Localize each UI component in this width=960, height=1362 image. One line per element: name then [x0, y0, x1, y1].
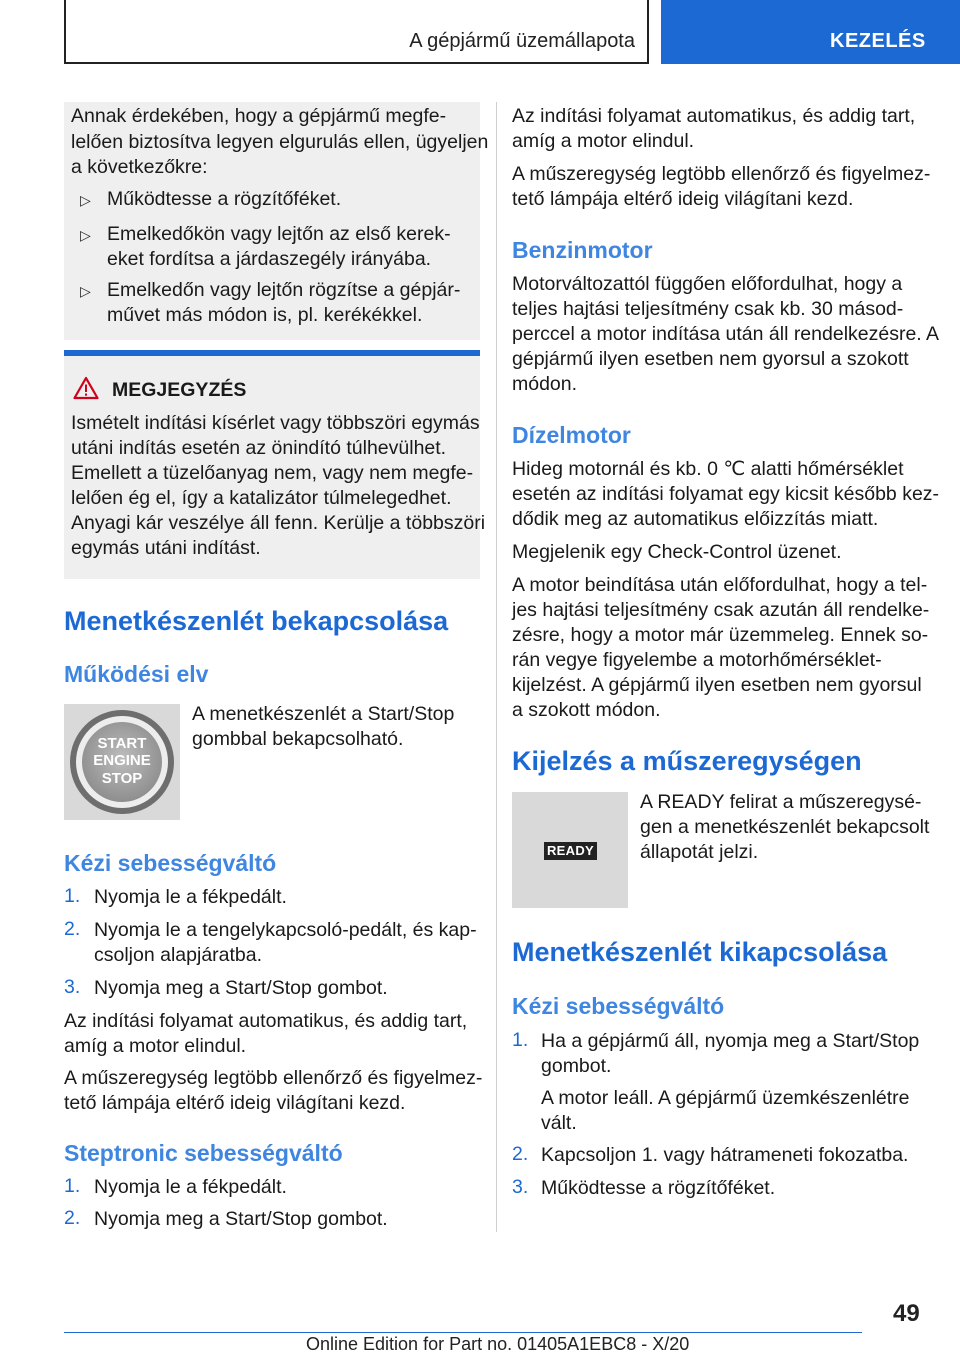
right-top-1-2: amíg a motor elindul.	[512, 130, 695, 152]
petrol-line-4: gépjármű ilyen esetben nem gyorsul a szokott	[512, 348, 909, 370]
principle-heading: Működési elv	[64, 661, 209, 687]
manual-off-heading: Kézi sebességváltó	[512, 993, 725, 1019]
petrol-line-1: Motorváltozattól függően előfordulhat, hogy a	[512, 273, 903, 295]
warning-icon	[73, 376, 99, 400]
steptronic-step-1-text: Nyomja le a fékpedált.	[94, 1176, 287, 1198]
diesel-p1-1: Hideg motornál és kb. 0 ℃ alatti hőmérséklet	[512, 458, 904, 480]
manual-after-1-1: Az indítási folyamat automatikus, és addig tart,	[64, 1010, 468, 1032]
intro-line-3: a következőkre:	[71, 156, 208, 178]
steptronic-step-1-number: 1.	[64, 1175, 81, 1197]
bullet-3-line-1: Emelkedőn vagy lejtőn rögzítse a gépjár-	[107, 279, 461, 301]
diesel-p1-3: dődik meg az automatikus előizzítás miatt.	[512, 508, 879, 530]
ready-badge: READY	[544, 842, 597, 860]
off-step-1-result-2: vált.	[541, 1112, 577, 1134]
steptronic-heading: Steptronic sebességváltó	[64, 1140, 343, 1166]
bullet-triangle-icon: ▷	[80, 192, 91, 208]
diesel-p3-3: zésre, hogy a motor már üzemmeleg. Ennek so-	[512, 624, 929, 646]
note-line-3: Emellett a tüzelőanyag nem, vagy nem megfe-	[71, 462, 474, 484]
header-section-box	[64, 0, 649, 64]
bullet-1-line-1: Működtesse a rögzítőféket.	[107, 188, 342, 210]
button-label-start: START	[97, 735, 147, 752]
principle-line-2: gombbal bekapcsolható.	[192, 728, 404, 750]
right-top-2-1: A műszeregység legtöbb ellenőrző és figyelmez-	[512, 163, 931, 185]
manual-step-2-number: 2.	[64, 918, 81, 940]
bullet-2-line-1: Emelkedőkön vagy lejtőn az első kerek-	[107, 223, 451, 245]
footer-rule	[64, 1332, 862, 1333]
diesel-p3-6: a szokott módon.	[512, 699, 661, 721]
off-step-1-number: 1.	[512, 1029, 529, 1051]
right-top-2-2: tető lámpája eltérő ideig világítani kezd.	[512, 188, 854, 210]
diesel-p3-2: jes hajtási teljesítmény csak azután áll rendelke-	[512, 599, 930, 621]
manual-after-2-2: tető lámpája eltérő ideig világítani kezd.	[64, 1092, 406, 1114]
display-line-2: gen a menetkészenlét bekapcsolt	[640, 816, 930, 838]
footer-edition: Online Edition for Part no. 01405A1EBC8 - X/20	[306, 1334, 690, 1354]
petrol-line-3: perccel a motor indítása után áll rendelkezésre. A	[512, 323, 940, 345]
intro-line-1: Annak érdekében, hogy a gépjármű megfe-	[71, 105, 447, 127]
diesel-p3-5: kijelzést. A gépjármű ilyen esetben nem gyorsul	[512, 674, 922, 696]
off-step-3-text: Működtesse a rögzítőféket.	[541, 1177, 776, 1199]
button-label-stop: STOP	[101, 770, 143, 787]
off-step-2-text: Kapcsoljon 1. vagy hátrameneti fokozatba.	[541, 1144, 909, 1166]
manual-step-3-number: 3.	[64, 976, 81, 998]
petrol-line-2: teljes hajtási teljesítmény csak kb. 30 másod-	[512, 298, 904, 320]
steptronic-step-2-text: Nyomja meg a Start/Stop gombot.	[94, 1208, 388, 1230]
off-step-2-number: 2.	[512, 1143, 529, 1165]
section-heading-on: Menetkészenlét bekapcsolása	[64, 606, 449, 636]
manual-after-1-2: amíg a motor elindul.	[64, 1035, 247, 1057]
start-stop-button-image	[64, 704, 180, 820]
diesel-p3-4: rán vegye figyelembe a motorhőmérséklet-	[512, 649, 882, 671]
note-line-1: Ismételt indítási kísérlet vagy többszöri egymás	[71, 412, 480, 434]
display-line-3: állapotát jelzi.	[640, 841, 759, 863]
header-section-title: A gépjármű üzemállapota	[409, 30, 635, 52]
display-heading: Kijelzés a műszeregységen	[512, 746, 862, 776]
intro-line-2: lelően biztosítva legyen elgurulás ellen, ügyeljen	[71, 131, 489, 153]
ready-display-image	[512, 792, 628, 908]
note-line-5: Anyagi kár veszélye áll fenn. Kerülje a többszöri	[71, 512, 486, 534]
off-step-1-result-1: A motor leáll. A gépjármű üzemkészenlétre	[541, 1087, 910, 1109]
bullet-3-line-2: művet más módon is, pl. kerékékkel.	[107, 304, 423, 326]
manual-step-2-text-1: Nyomja le a tengelykapcsoló-pedált, és kap-	[94, 919, 477, 941]
petrol-line-5: módon.	[512, 373, 578, 395]
page-number: 49	[893, 1300, 920, 1327]
off-step-3-number: 3.	[512, 1176, 529, 1198]
button-label-engine: ENGINE	[93, 752, 151, 769]
display-line-1: A READY felirat a műszeregysé-	[640, 791, 922, 813]
manual-step-3-text: Nyomja meg a Start/Stop gombot.	[94, 977, 388, 999]
column-divider	[496, 102, 497, 1232]
right-top-1-1: Az indítási folyamat automatikus, és addig tart,	[512, 105, 916, 127]
note-line-6: egymás utáni indítást.	[71, 537, 261, 559]
note-line-4: lelően ég el, így a katalizátor túlmelegedhet.	[71, 487, 452, 509]
manual-step-2-text-2: csoljon alapjáratba.	[94, 944, 263, 966]
diesel-p3-1: A motor beindítása után előfordulhat, hogy a tel-	[512, 574, 928, 596]
section-heading-off: Menetkészenlét kikapcsolása	[512, 937, 888, 967]
header-chapter-label: KEZELÉS	[830, 30, 926, 52]
manual-step-1-number: 1.	[64, 885, 81, 907]
petrol-heading: Benzinmotor	[512, 237, 653, 263]
diesel-heading: Dízelmotor	[512, 422, 631, 448]
header-chapter-tab[interactable]	[661, 0, 960, 64]
diesel-p1-2: esetén az indítási folyamat egy kicsit később kez-	[512, 483, 940, 505]
steptronic-step-2-number: 2.	[64, 1207, 81, 1229]
off-step-1-text-2: gombot.	[541, 1055, 612, 1077]
bullet-triangle-icon: ▷	[80, 227, 91, 243]
note-line-2: utáni indítás esetén az önindító túlhevülhet.	[71, 437, 447, 459]
manual-after-2-1: A műszeregység legtöbb ellenőrző és figyelmez-	[64, 1067, 483, 1089]
principle-line-1: A menetkészenlét a Start/Stop	[192, 703, 455, 725]
note-title: MEGJEGYZÉS	[112, 379, 247, 401]
off-step-1-text-1: Ha a gépjármű áll, nyomja meg a Start/Stop	[541, 1030, 920, 1052]
diesel-p2-1: Megjelenik egy Check-Control üzenet.	[512, 541, 842, 563]
manual-heading: Kézi sebességváltó	[64, 850, 277, 876]
bullet-triangle-icon: ▷	[80, 283, 91, 299]
bullet-2-line-2: eket fordítsa a járdaszegély irányába.	[107, 248, 432, 270]
manual-step-1-text: Nyomja le a fékpedált.	[94, 886, 287, 908]
